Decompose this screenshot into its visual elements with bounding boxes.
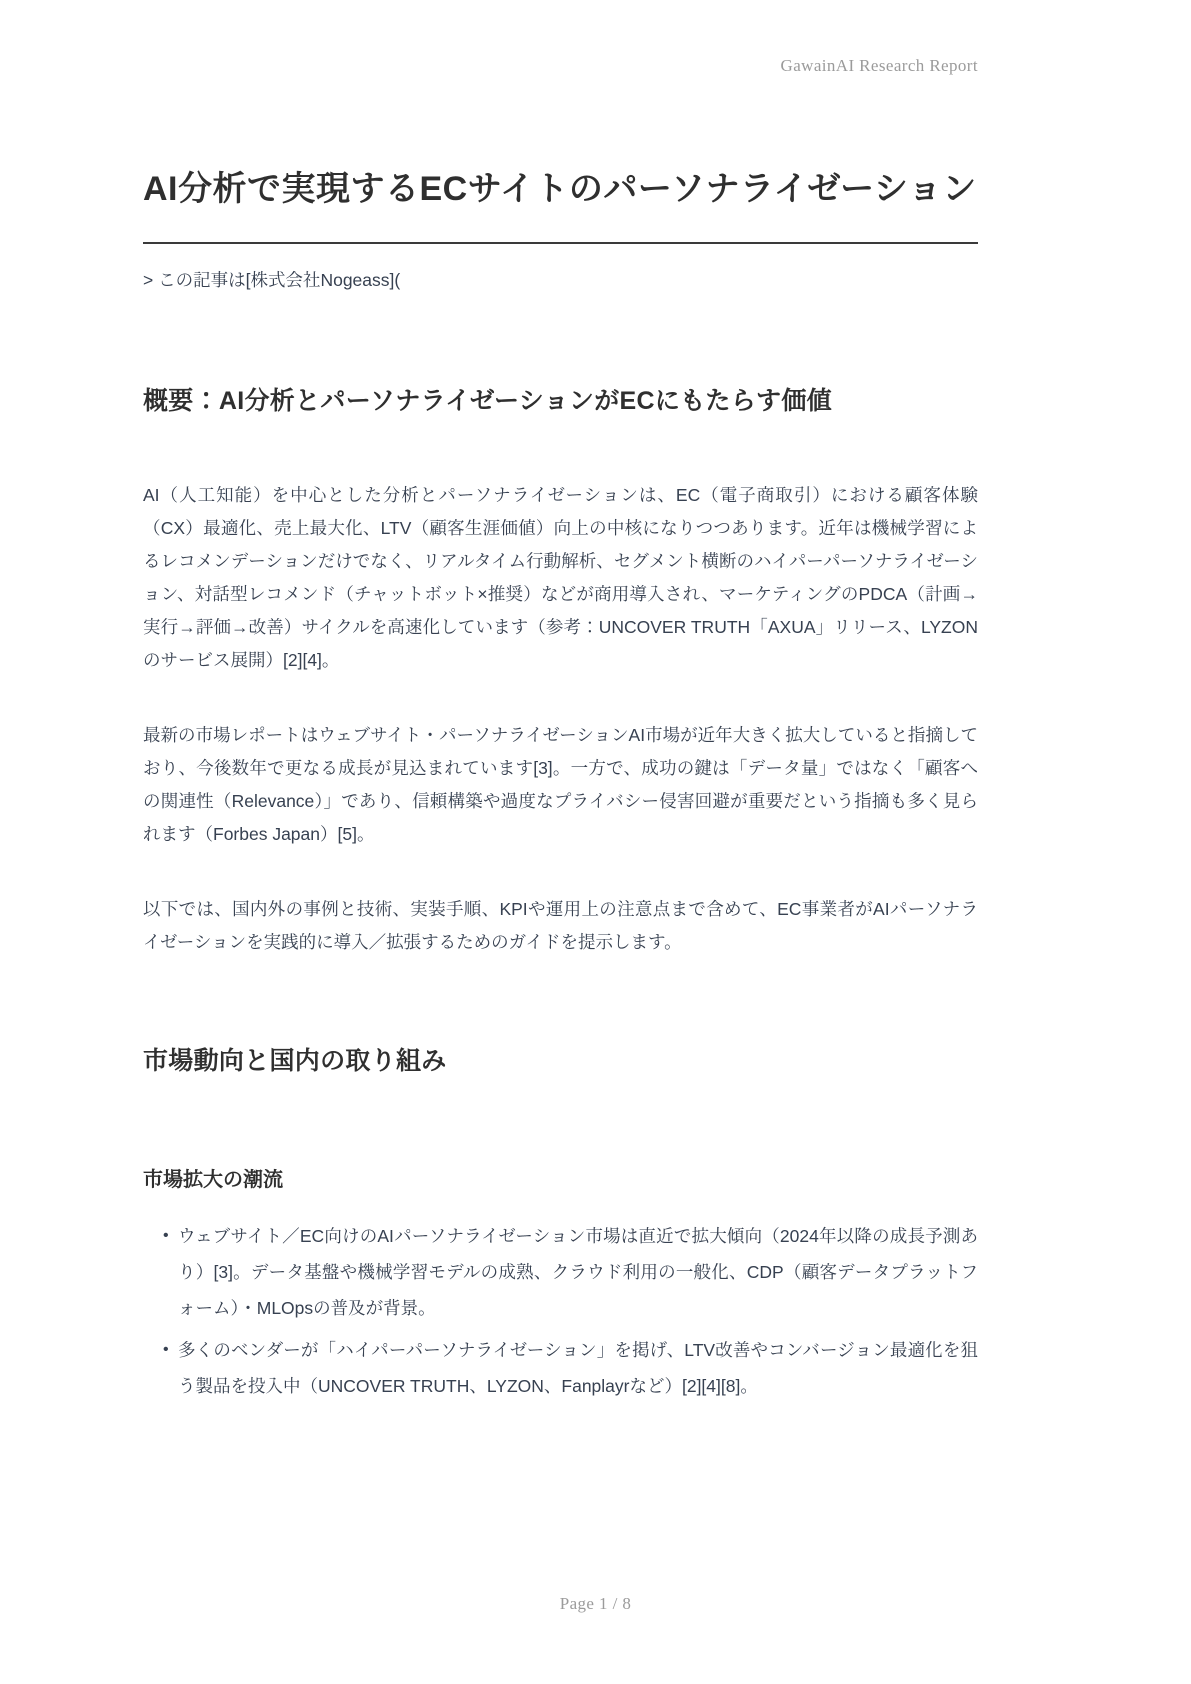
list-item xyxy=(163,1332,978,1404)
overview-paragraph-3: 以下では、国内外の事例と技術、実装手順、KPIや運用上の注意点まで含めて、EC事業者がAIパーソナライゼーションを実践的に導入／拡張するためのガイドを提示します。 xyxy=(143,899,978,952)
section-heading-overview: 概要：AI分析とパーソナライゼーションがECにもたらす価値 xyxy=(143,387,832,415)
bullet-list xyxy=(143,1218,978,1404)
section-heading-market: 市場動向と国内の取り組み xyxy=(143,1047,447,1075)
overview-paragraph-2: 最新の市場レポートはウェブサイト・パーソナライゼーションAI市場が近年大きく拡大していると指摘しており、今後数年で更なる成長が見込まれています[3]。一方で、成功の鍵は「データ量」ではなく「顧客への関連性（Relevance）」であり、信頼構築や過度なプライバシー侵害回避が重要だという指摘も多く見られます（Forbes Japan）[5]。 xyxy=(143,725,978,844)
source-note: > この記事は[株式会社Nogeass]( xyxy=(143,270,401,290)
list-item-text: 多くのベンダーが「ハイパーパーソナライゼーション」を掲げ、LTV改善やコンバージョン最適化を狙う製品を投入中（UNCOVER TRUTH、LYZON、Fanplayrなど）[2][4][8]。 xyxy=(178,1340,978,1396)
list-item-text: ウェブサイト／EC向けのAIパーソナライゼーション市場は直近で拡大傾向（2024年以降の成長予測あり）[3]。データ基盤や機械学習モデルの成熟、クラウド利用の一般化、CDP（顧客データプラットフォーム）・MLOpsの普及が背景。 xyxy=(178,1226,978,1318)
report-header-label: GawainAI Research Report xyxy=(780,56,978,75)
page-number: Page 1 / 8 xyxy=(559,1594,632,1613)
bullet-icon: • xyxy=(163,1227,169,1244)
overview-paragraph-1: AI（人工知能）を中心とした分析とパーソナライゼーションは、EC（電子商取引）における顧客体験（CX）最適化、売上最大化、LTV（顧客生涯価値）向上の中核になりつつあります。近年は機械学習によるレコメンデーションだけでなく、リアルタイム行動解析、セグメント横断のハイパーパーソナライゼーション、対話型レコメンド（チャットボット×推奨）などが商用導入され、マーケティングのPDCA（計画→実行→評価→改善）サイクルを高速化しています（参考：UNCOVER TRUTH「AXUA」リリース、LYZONのサービス展開）[2][4]。 xyxy=(143,485,978,670)
list-item xyxy=(163,1218,978,1326)
title-divider xyxy=(143,242,978,244)
subsection-heading-trend: 市場拡大の潮流 xyxy=(143,1169,283,1191)
page-title: AI分析で実現するECサイトのパーソナライゼーション xyxy=(143,170,977,208)
bullet-icon: • xyxy=(163,1341,169,1358)
